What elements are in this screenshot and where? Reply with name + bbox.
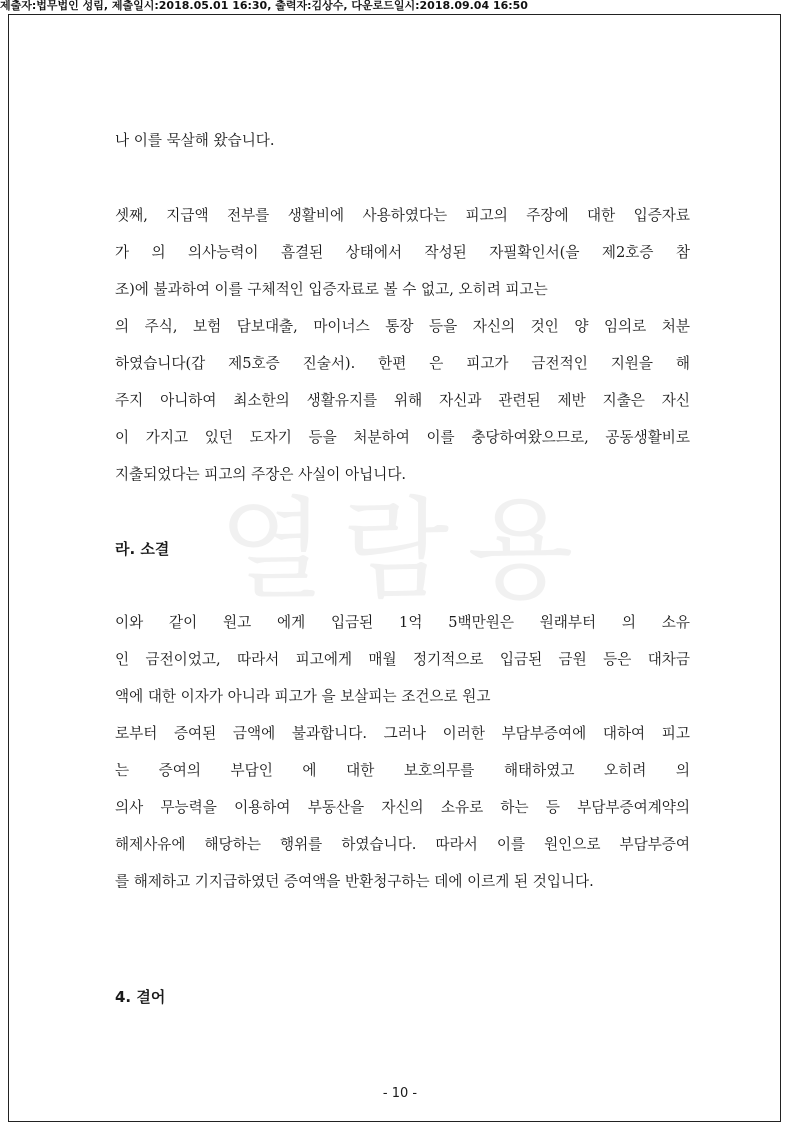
page-number: - 10 - (382, 1086, 418, 1101)
text-line: 는 증여의 부담인 에 대한 보호의무를 해태하였고 오히려 의 (115, 762, 690, 779)
text-line: 하였습니다(갑 제5호증 진술서). 한편 은 피고가 금전적인 지원을 해 (115, 355, 690, 372)
text-line: 액에 대한 이자가 아니라 피고가 을 보살피는 조건으로 원고 (115, 688, 491, 705)
text-line: 지출되었다는 피고의 주장은 사실이 아닙니다. (115, 466, 407, 483)
text-line: 이 가지고 있던 도자기 등을 처분하여 이를 충당하여왔으므로, 공동생활비로 (115, 429, 690, 446)
text-line: 해제사유에 해당하는 행위를 하였습니다. 따라서 이를 원인으로 부담부증여 (115, 836, 690, 853)
section-heading: 라. 소결 (115, 540, 170, 558)
text-line: 의사 무능력을 이용하여 부동산을 자신의 소유로 하는 등 부담부증여계약의 (115, 799, 690, 816)
text-line: 의 주식, 보험 담보대출, 마이너스 통장 등을 자신의 것인 양 임의로 처분 (115, 318, 690, 335)
submission-header: 제출자:법무법인 성림, 제출일시:2018.05.01 16:30, 출력자:김상수, 다운로드일시:2018.09.04 16:50 (0, 0, 528, 12)
text-line: 조)에 불과하여 이를 구체적인 입증자료로 볼 수 없고, 오히려 피고는 (115, 281, 548, 298)
text-line: 주지 아니하여 최소한의 생활유지를 위해 자신과 관련된 제반 지출은 자신 (115, 392, 690, 409)
text-line: 인 금전이었고, 따라서 피고에게 매월 정기적으로 입금된 금원 등은 대차금 (115, 651, 690, 668)
text-line: 로부터 증여된 금액에 불과합니다. 그러나 이러한 부담부증여에 대하여 피고 (115, 725, 690, 742)
text-line: 를 해제하고 기지급하였던 증여액을 반환청구하는 데에 이르게 된 것입니다. (115, 873, 594, 890)
text-line: 이와 같이 원고 에게 입금된 1억 5백만원은 원래부터 의 소유 (115, 614, 690, 631)
text-line: 셋째, 지급액 전부를 생활비에 사용하였다는 피고의 주장에 대한 입증자료 (115, 207, 690, 224)
watermark-stamp: 열람용 (218, 486, 592, 614)
text-line: 가 의 의사능력이 흠결된 상태에서 작성된 자필확인서(을 제2호증 참 (115, 244, 690, 261)
section-heading: 4. 결어 (115, 988, 166, 1006)
text-line: 나 이를 묵살해 왔습니다. (115, 132, 275, 149)
